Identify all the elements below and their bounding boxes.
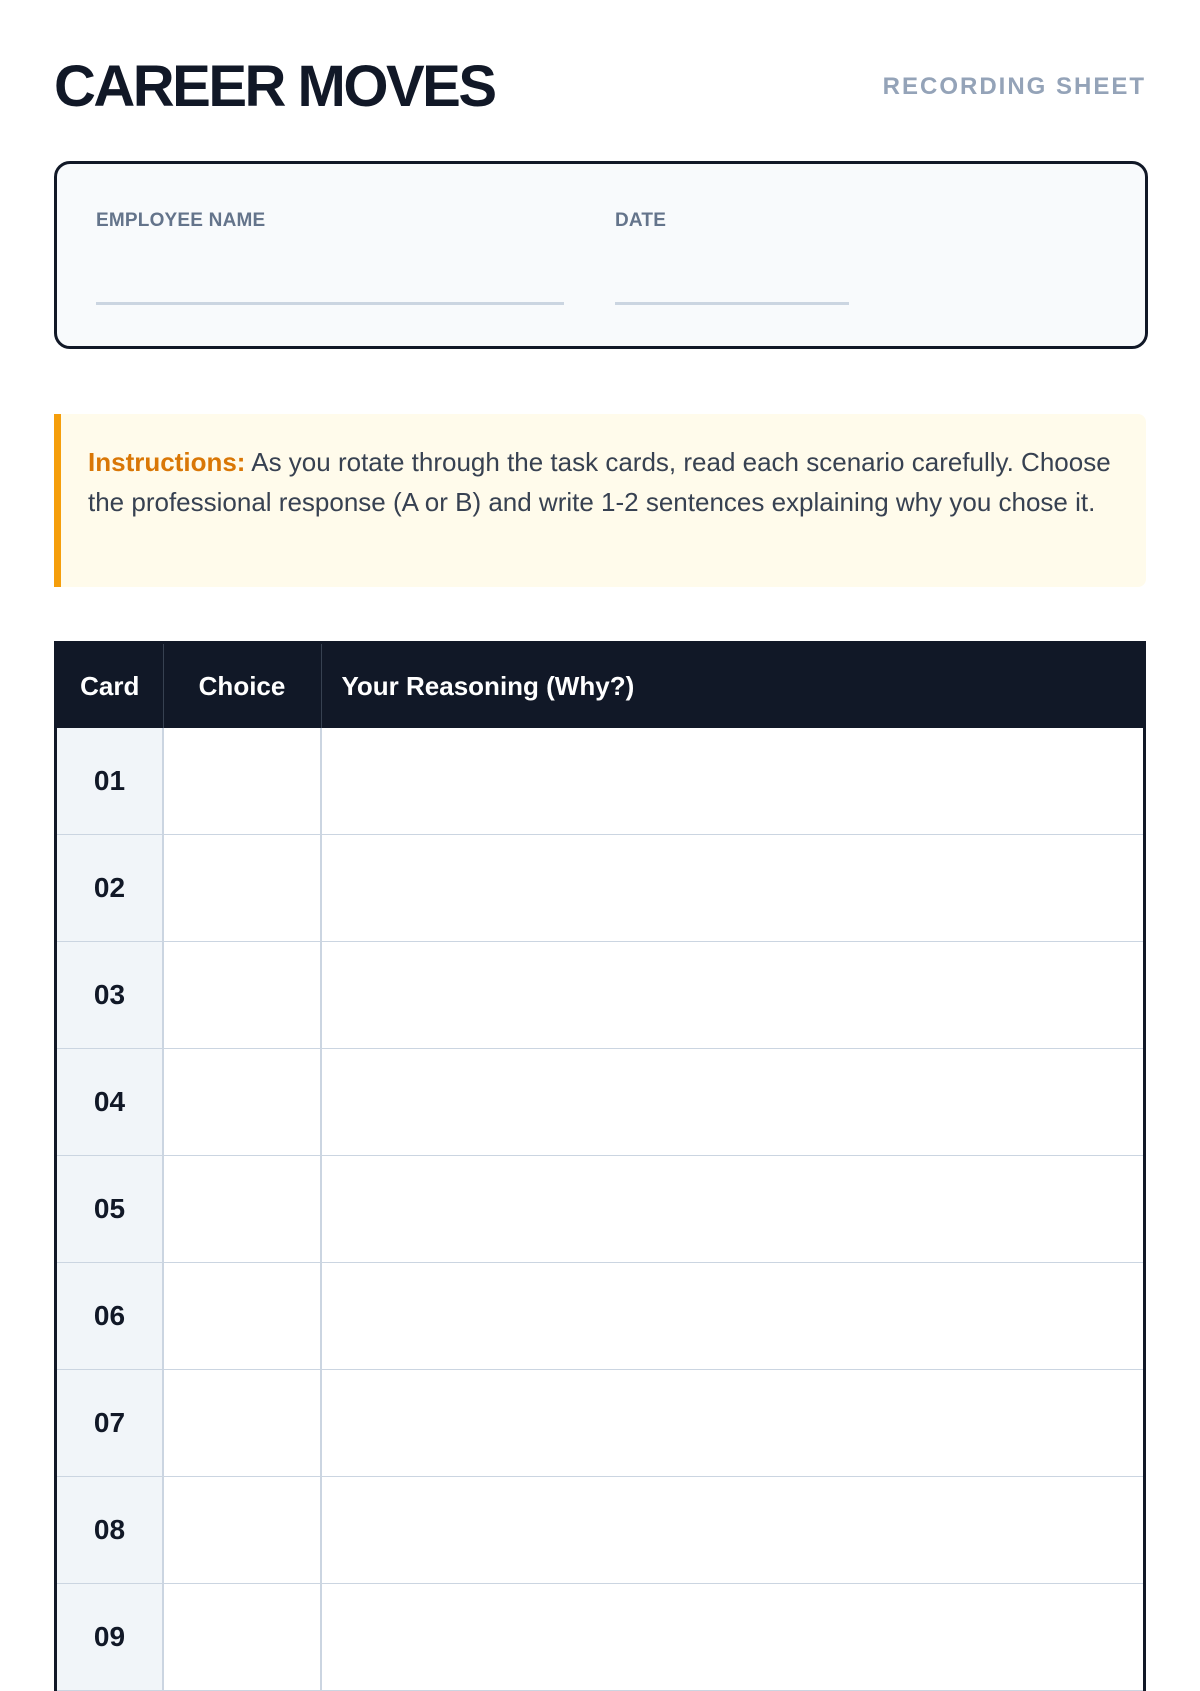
page-title: CAREER MOVES xyxy=(54,54,495,119)
reasoning-cell[interactable] xyxy=(321,1263,1143,1370)
table-row xyxy=(57,1477,1143,1584)
table-row xyxy=(57,1370,1143,1477)
choice-cell[interactable] xyxy=(163,1263,321,1370)
card-number: 08 xyxy=(57,1477,163,1584)
card-number: 09 xyxy=(57,1584,163,1691)
choice-cell[interactable] xyxy=(163,1049,321,1156)
column-header-card: Card xyxy=(57,644,163,728)
card-number: 06 xyxy=(57,1263,163,1370)
card-number: 01 xyxy=(57,728,163,835)
choice-cell[interactable] xyxy=(163,1477,321,1584)
page-subtitle: RECORDING SHEET xyxy=(882,73,1146,100)
reasoning-cell[interactable] xyxy=(321,1477,1143,1584)
instructions-label: Instructions: xyxy=(88,447,246,477)
choice-cell[interactable] xyxy=(163,728,321,835)
reasoning-cell[interactable] xyxy=(321,1370,1143,1477)
instructions-box xyxy=(54,414,1146,587)
choice-cell[interactable] xyxy=(163,1370,321,1477)
date-label: DATE xyxy=(615,210,667,231)
reasoning-cell[interactable] xyxy=(321,835,1143,942)
table-body xyxy=(57,728,1143,1691)
date-field[interactable] xyxy=(615,302,849,305)
choice-cell[interactable] xyxy=(163,1156,321,1263)
employee-info-box xyxy=(54,161,1148,349)
reasoning-cell[interactable] xyxy=(321,1049,1143,1156)
reasoning-cell[interactable] xyxy=(321,942,1143,1049)
card-number: 07 xyxy=(57,1370,163,1477)
card-number: 02 xyxy=(57,835,163,942)
table-header-row xyxy=(57,644,1143,728)
card-number: 05 xyxy=(57,1156,163,1263)
table-row xyxy=(57,1049,1143,1156)
table-row xyxy=(57,835,1143,942)
recording-table xyxy=(54,641,1146,1691)
choice-cell[interactable] xyxy=(163,835,321,942)
reasoning-cell[interactable] xyxy=(321,1156,1143,1263)
column-header-choice: Choice xyxy=(163,644,321,728)
reasoning-cell[interactable] xyxy=(321,728,1143,835)
table-row xyxy=(57,1156,1143,1263)
column-header-reasoning: Your Reasoning (Why?) xyxy=(321,644,1143,728)
employee-name-label: EMPLOYEE NAME xyxy=(96,210,266,231)
table-row xyxy=(57,728,1143,835)
employee-name-field[interactable] xyxy=(96,302,564,305)
card-number: 04 xyxy=(57,1049,163,1156)
choice-cell[interactable] xyxy=(163,942,321,1049)
table-row xyxy=(57,942,1143,1049)
instructions-text: As you rotate through the task cards, read each scenario carefully. Choose the professional response (A or B) and write 1-2 sentences explaining why you chose it. xyxy=(88,447,1111,517)
table-row xyxy=(57,1263,1143,1370)
page-header xyxy=(54,52,1146,122)
card-number: 03 xyxy=(57,942,163,1049)
